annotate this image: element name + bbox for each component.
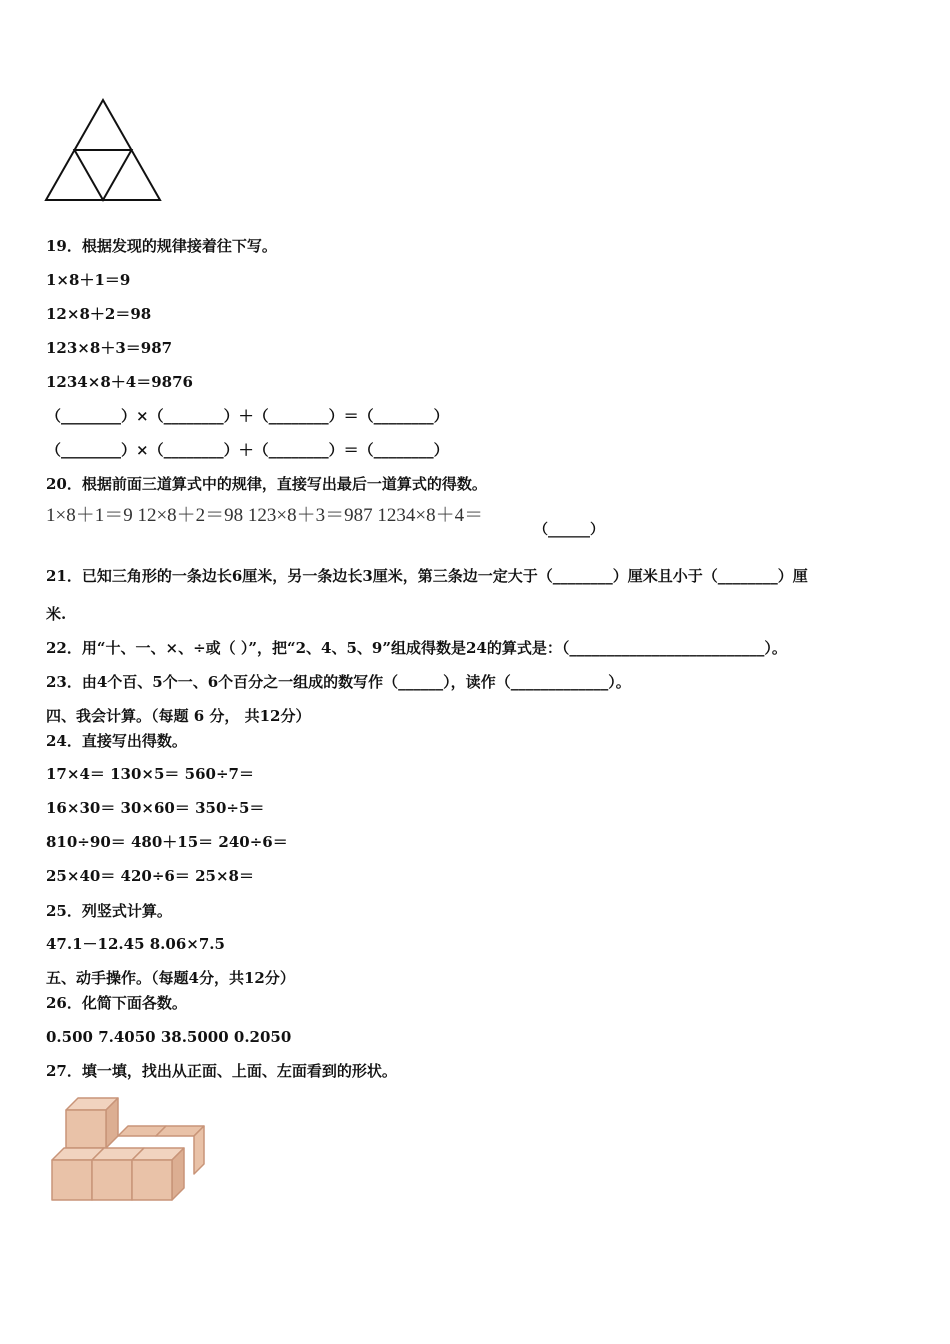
- q24-row-2: 16×30＝ 30×60＝ 350÷5＝: [46, 799, 265, 817]
- q26-row: 0.500 7.4050 38.5000 0.2050: [46, 1028, 292, 1046]
- triangle-figure: [43, 96, 163, 206]
- q21-line-1: 21．已知三角形的一条边长6厘米，另一条边长3厘米，第三条边一定大于（________）厘米且小于（________）厘: [46, 567, 808, 585]
- q25-row: 47.1－12.45 8.06×7.5: [46, 935, 225, 953]
- q26-title: 26．化简下面各数。: [46, 994, 187, 1012]
- q19-blank-row-1: （________）×（________）＋（________）＝（________）: [46, 407, 449, 425]
- q27-title: 27．填一填，找出从正面、上面、左面看到的形状。: [46, 1062, 397, 1080]
- q22-text: 22．用“十、一、×、÷或（ ）”，把“2、4、5、9”组成得数是24的算式是：（__________________________）。: [46, 639, 787, 657]
- q24-title: 24．直接写出得数。: [46, 732, 187, 750]
- cube-stack-figure: [48, 1092, 208, 1212]
- q24-row-4: 25×40＝ 420÷6＝ 25×8＝: [46, 867, 254, 885]
- q20-expression: 1×8＋1＝9 12×8＋2＝98 123×8＋3＝987 1234×8＋4＝: [46, 505, 484, 526]
- q19-eq2: 12×8＋2＝98: [46, 305, 152, 323]
- q19-title: 19．根据发现的规律接着往下写。: [46, 237, 277, 255]
- section4-title: 四、我会计算。（每题 6 分， 共12分）: [46, 707, 311, 725]
- q23-text: 23．由4个百、5个一、6个百分之一组成的数写作（______），读作（_____________）。: [46, 673, 631, 691]
- q19-eq4: 1234×8＋4＝9876: [46, 373, 193, 391]
- q24-row-3: 810÷90＝ 480＋15＝ 240÷6＝: [46, 833, 288, 851]
- q24-row-1: 17×4＝ 130×5＝ 560÷7＝: [46, 765, 254, 783]
- q20-title: 20．根据前面三道算式中的规律，直接写出最后一道算式的得数。: [46, 475, 487, 493]
- q25-title: 25．列竖式计算。: [46, 902, 172, 920]
- q20-answer-blank: （______）: [534, 522, 604, 538]
- section5-title: 五、动手操作。（每题4分，共12分）: [46, 969, 295, 987]
- q19-eq1: 1×8＋1＝9: [46, 271, 131, 289]
- q19-eq3: 123×8＋3＝987: [46, 339, 173, 357]
- q19-blank-row-2: （________）×（________）＋（________）＝（________）: [46, 441, 449, 459]
- q21-line-2: 米.: [46, 605, 67, 623]
